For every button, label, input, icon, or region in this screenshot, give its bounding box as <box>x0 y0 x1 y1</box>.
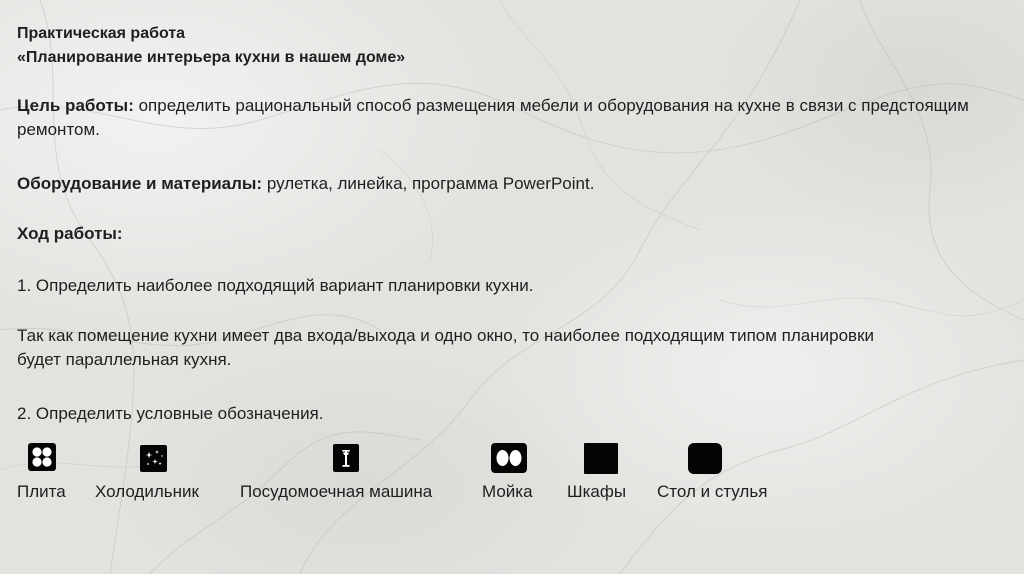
title-line-1: Практическая работа <box>17 25 186 42</box>
title-line-2: «Планирование интерьера кухни в нашем доме» <box>17 49 406 66</box>
table-chairs-icon <box>688 443 722 474</box>
legend-label-cabinets: Шкафы <box>567 482 627 501</box>
stove-icon <box>28 443 56 471</box>
legend-label-table-chairs: Стол и стулья <box>657 482 768 501</box>
equipment-text: рулетка, линейка, программа PowerPoint. <box>262 174 595 193</box>
fridge-icon <box>140 445 167 472</box>
step-2: 2. Определить условные обозначения. <box>17 404 324 423</box>
explanation-paragraph: Так как помещение кухни имеет два входа/выхода и одно окно, то наиболее подходящим типом планировки будет параллельная кухня. <box>17 326 874 369</box>
course-heading: Ход работы: <box>17 224 123 243</box>
dishwasher-icon <box>333 444 359 472</box>
goal-text: определить рациональный способ размещения мебели и оборудования на кухне в связи с предстоящим ремонтом. <box>17 96 969 139</box>
equipment-paragraph <box>17 172 594 196</box>
cabinet-icon <box>584 443 618 474</box>
equipment-label: Оборудование и материалы: <box>17 174 263 193</box>
goal-paragraph <box>17 94 1002 142</box>
sink-icon <box>491 443 527 473</box>
legend-label-dishwasher: Посудомоечная машина <box>240 482 433 501</box>
legend-label-fridge: Холодильник <box>95 482 199 501</box>
goal-label: Цель работы: <box>17 96 134 115</box>
legend-label-sink: Мойка <box>482 482 533 501</box>
legend-label-stove: Плита <box>17 482 66 501</box>
step-1: 1. Определить наиболее подходящий вариант планировки кухни. <box>17 276 534 295</box>
